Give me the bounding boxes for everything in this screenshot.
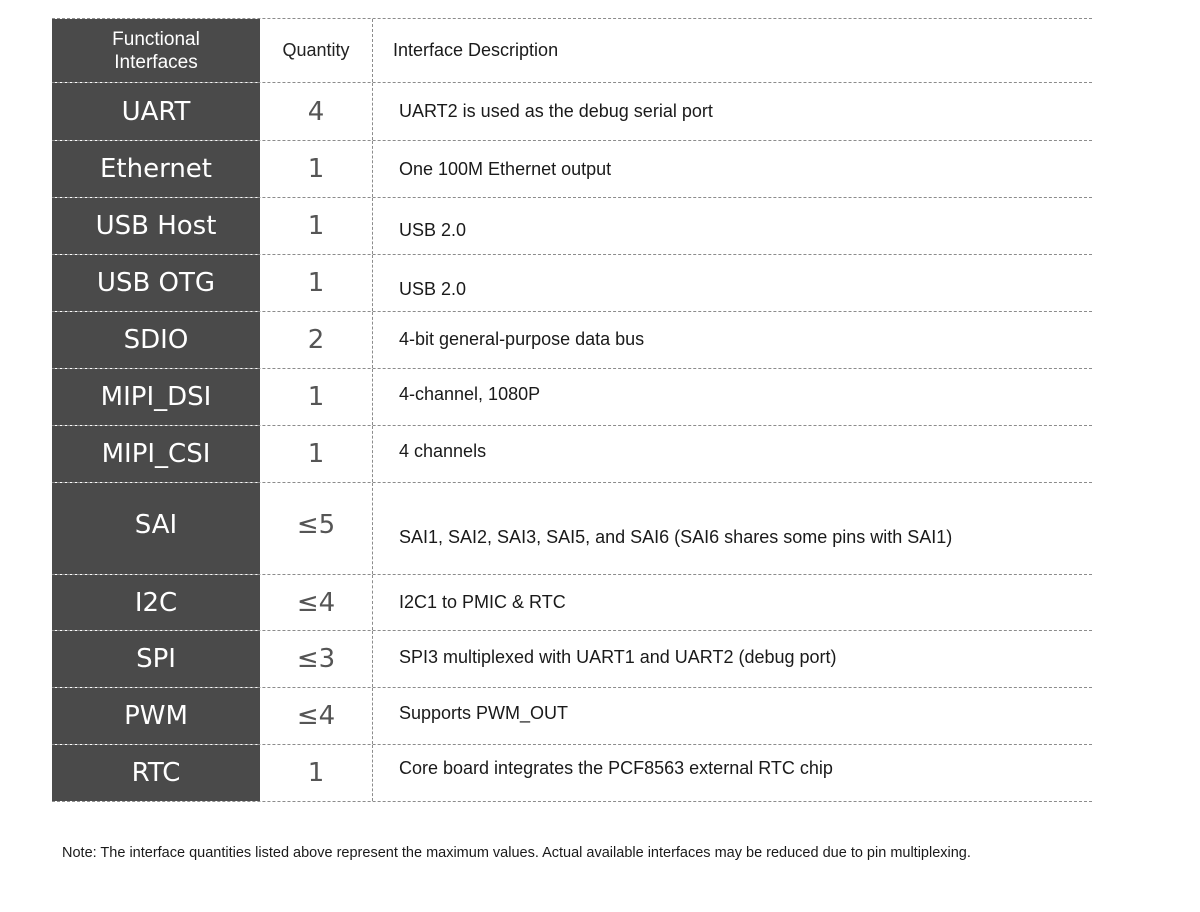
interface-description: SAI1, SAI2, SAI3, SAI5, and SAI6 (SAI6 shares some pins with SAI1) <box>399 527 953 547</box>
interface-description: Supports PWM_OUT <box>399 702 569 723</box>
interface-description: USB 2.0 <box>399 278 467 299</box>
interface-quantity: ≤5 <box>260 483 373 574</box>
interface-spec-table <box>52 18 1092 802</box>
footnote: Note: The interface quantities listed above represent the maximum values. Actual available interfaces may be reduced due to pin multiplexing. <box>62 845 971 861</box>
interface-quantity: 1 <box>260 255 373 311</box>
table-row <box>52 312 1092 369</box>
interface-name: UART <box>52 83 260 140</box>
interface-quantity: 1 <box>260 141 373 197</box>
table-row <box>52 141 1092 198</box>
interface-description: 4-channel, 1080P <box>399 383 541 404</box>
header-interface-description: Interface Description <box>393 40 559 60</box>
table-row <box>52 575 1092 631</box>
interface-quantity: ≤4 <box>260 575 373 630</box>
header-quantity: Quantity <box>260 19 373 82</box>
table-row <box>52 688 1092 745</box>
table-header-row <box>52 18 1092 83</box>
table-row <box>52 83 1092 141</box>
interface-description: Core board integrates the PCF8563 external RTC chip <box>399 757 833 778</box>
interface-quantity: ≤3 <box>260 631 373 687</box>
table-row <box>52 745 1092 802</box>
interface-name: PWM <box>52 688 260 744</box>
interface-description: 4 channels <box>399 440 487 461</box>
interface-quantity: 2 <box>260 312 373 368</box>
interface-description: I2C1 to PMIC & RTC <box>399 592 566 612</box>
table-row <box>52 198 1092 255</box>
interface-name: Ethernet <box>52 141 260 197</box>
interface-quantity: 1 <box>260 198 373 254</box>
interface-quantity: 1 <box>260 745 373 801</box>
table-row <box>52 255 1092 312</box>
interface-name: SPI <box>52 631 260 687</box>
interface-quantity: 1 <box>260 369 373 425</box>
interface-name: RTC <box>52 745 260 801</box>
interface-quantity: 4 <box>260 83 373 140</box>
interface-quantity: 1 <box>260 426 373 482</box>
interface-name: SAI <box>52 483 260 574</box>
table-row <box>52 369 1092 426</box>
interface-name: SDIO <box>52 312 260 368</box>
interface-description: One 100M Ethernet output <box>399 158 612 179</box>
interface-name: I2C <box>52 575 260 630</box>
interface-quantity: ≤4 <box>260 688 373 744</box>
table-row <box>52 483 1092 575</box>
interface-description: 4-bit general-purpose data bus <box>399 328 645 349</box>
interface-name: USB Host <box>52 198 260 254</box>
interface-description: UART2 is used as the debug serial port <box>399 101 713 121</box>
table-row <box>52 426 1092 483</box>
interface-description: USB 2.0 <box>399 219 467 240</box>
header-functional-interfaces: Functional Interfaces <box>52 19 260 82</box>
interface-name: MIPI_DSI <box>52 369 260 425</box>
interface-name: USB OTG <box>52 255 260 311</box>
interface-description: SPI3 multiplexed with UART1 and UART2 (debug port) <box>399 646 837 667</box>
table-row <box>52 631 1092 688</box>
interface-name: MIPI_CSI <box>52 426 260 482</box>
